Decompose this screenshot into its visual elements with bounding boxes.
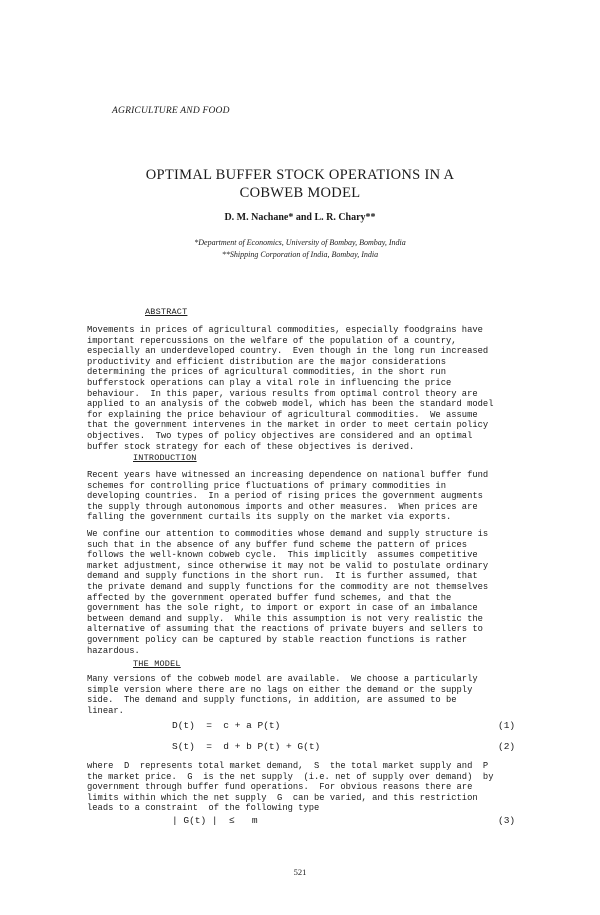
text-line: market adjustment, since otherwise it may not be valid to postulate ordinary xyxy=(87,560,489,571)
text-line: especially an underdeveloped country. Even though in the long run increased xyxy=(87,346,489,357)
text-line: alternative of assuming that the reactions of private buyers and sellers to xyxy=(87,624,483,635)
text-line: buffer stock strategy for each of these objectives is derived. xyxy=(87,441,415,452)
text-line: We confine our attention to commodities whose demand and supply structure is xyxy=(87,529,489,539)
text-line: falling the government curtails its supply on the market via exports. xyxy=(87,512,452,523)
model-heading: THE MODEL xyxy=(133,659,181,669)
introduction-paragraph xyxy=(87,470,519,523)
text-line: where D represents total market demand, S the total market supply and P xyxy=(87,761,489,771)
abstract-heading: ABSTRACT xyxy=(145,307,188,317)
text-line: Recent years have witnessed an increasing dependence on national buffer fund xyxy=(87,470,489,480)
affiliation: *Department of Economics, University of Bombay, Bombay, India xyxy=(194,238,406,247)
text-line: the supply through autonomous imports and other measures. When prices are xyxy=(87,501,478,512)
text-line: government policy can be captured by stable reaction functions is rather xyxy=(87,634,468,645)
equation-2-number: (2) xyxy=(498,741,516,752)
equation-3-number: (3) xyxy=(498,815,516,826)
journal-section: AGRICULTURE AND FOOD xyxy=(112,106,230,116)
authors: D. M. Nachane* and L. R. Chary** xyxy=(224,212,376,223)
text-line: applied to an analysis of the cobweb model, which has been the standard model xyxy=(87,399,494,410)
text-line: demand and supply functions in the short run. It is further assumed, that xyxy=(87,571,478,582)
text-line: developing countries. In a period of rising prices the government augments xyxy=(87,491,483,502)
equation-1-number: (1) xyxy=(498,720,516,731)
introduction-paragraph xyxy=(87,529,519,656)
page-number: 521 xyxy=(293,867,307,877)
text-line: productivity and efficient distribution are the major considerations xyxy=(87,356,446,367)
text-line: Movements in prices of agricultural commodities, especially foodgrains have xyxy=(87,325,483,335)
paper-title xyxy=(100,166,500,202)
text-line: bufferstock operations can play a vital role in influencing the price xyxy=(87,377,452,388)
text-line: side. The demand and supply functions, in addition, are assumed to be xyxy=(87,695,457,706)
text-line: such that in the absence of any buffer fund scheme the pattern of prices xyxy=(87,539,468,550)
text-line: limits within which the net supply G can be varied, and this restriction xyxy=(87,792,478,803)
text-line: government through buffer fund operations. For obvious reasons there are xyxy=(87,782,473,793)
introduction-heading: INTRODUCTION xyxy=(133,453,197,463)
text-line: objectives. Two types of policy objectives are considered and an optimal xyxy=(87,430,473,441)
equation-2: S(t) = d + b P(t) + G(t) xyxy=(172,741,321,752)
text-line: the market price. G is the net supply (i.e. net of supply over demand) by xyxy=(87,771,494,782)
text-line: behaviour. In this paper, various results from optimal control theory are xyxy=(87,388,478,399)
title-line: COBWEB MODEL xyxy=(239,185,361,201)
text-line: Many versions of the cobweb model are available. We choose a particularly xyxy=(87,674,478,684)
text-line: the private demand and supply functions for the commodity are not themselves xyxy=(87,581,489,592)
text-line: follows the well-known cobweb cycle. This implicitly assumes competitive xyxy=(87,550,478,561)
constraint-equation: | G(t) | ≤ m xyxy=(172,815,258,826)
text-line: important repercussions on the welfare of the population of a country, xyxy=(87,335,457,346)
model-paragraph xyxy=(87,761,519,814)
text-line: determining the prices of agricultural commodities, in the short run xyxy=(87,367,446,378)
text-line: affected by the government operated buffer fund schemes, and that the xyxy=(87,592,452,603)
title-line: OPTIMAL BUFFER STOCK OPERATIONS IN A xyxy=(145,167,455,183)
text-line: between demand and supply. While this assumption is not very realistic the xyxy=(87,613,483,624)
abstract-text xyxy=(87,325,519,452)
text-line: leads to a constraint of the following type xyxy=(87,803,320,814)
text-line: simple version where there are no lags on either the demand or the supply xyxy=(87,684,473,695)
text-line: government has the sole right, to import or export in case of an imbalance xyxy=(87,603,478,614)
text-line: linear. xyxy=(87,705,124,716)
affiliation: **Shipping Corporation of India, Bombay, India xyxy=(221,250,379,259)
model-paragraph xyxy=(87,674,519,716)
text-line: that the government intervenes in the market in order to meet certain policy xyxy=(87,420,489,431)
text-line: for explaining the price behaviour of agricultural commodities. We assume xyxy=(87,409,478,420)
text-line: hazardous. xyxy=(87,645,140,656)
text-line: schemes for controlling price fluctuations of primary commodities in xyxy=(87,480,446,491)
equation-1: D(t) = c + a P(t) xyxy=(172,720,281,731)
